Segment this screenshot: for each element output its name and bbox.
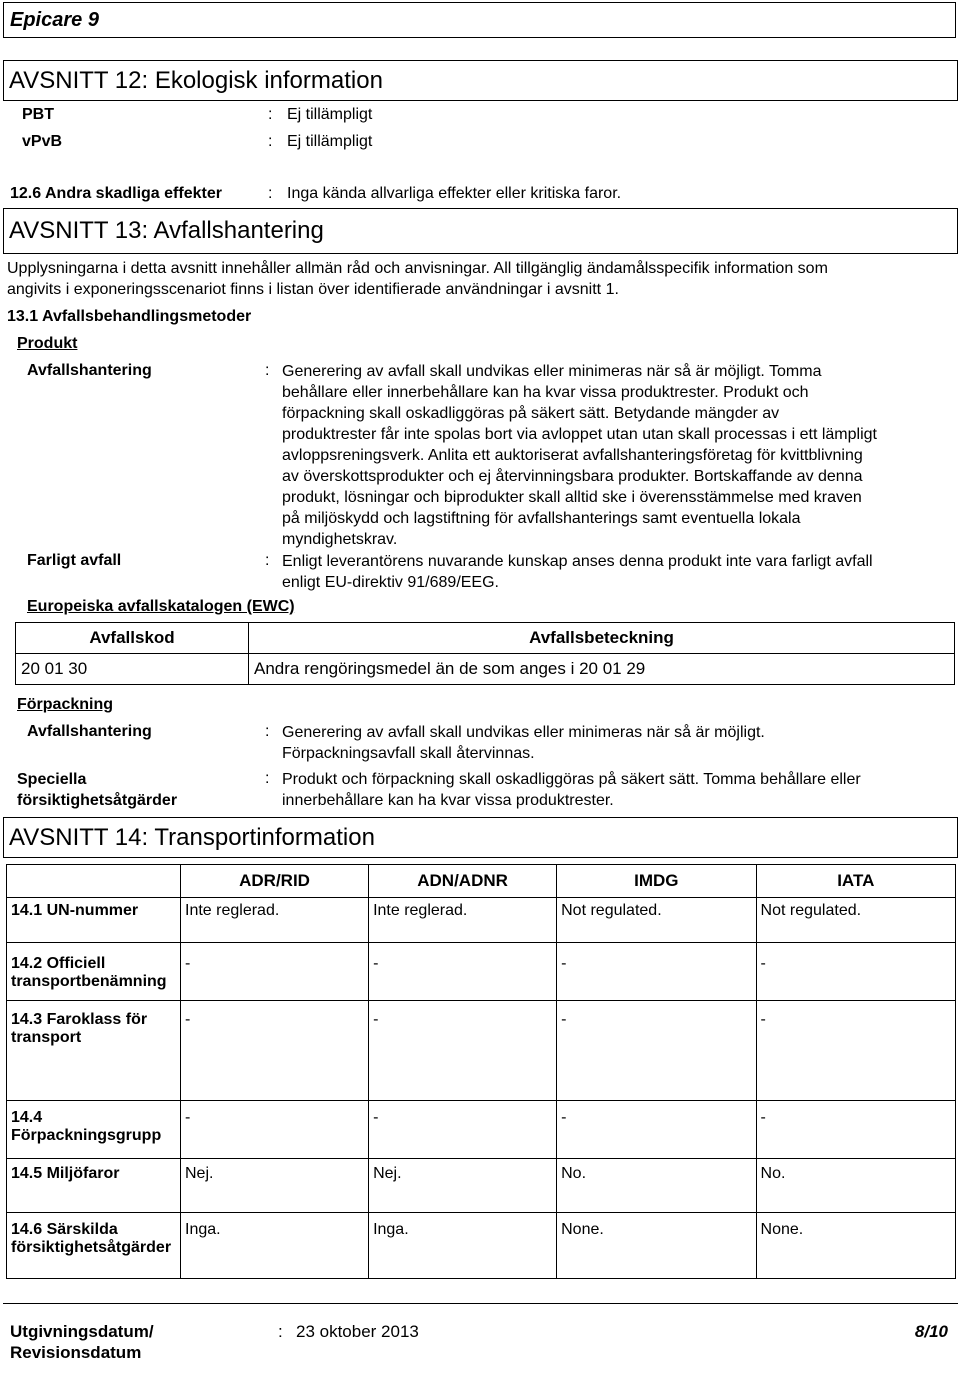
cell: None. <box>756 1213 955 1279</box>
col-imdg: IMDG <box>557 865 756 898</box>
row-label: 14.5 Miljöfaror <box>7 1159 181 1213</box>
text-line: förpackning skall oskadliggöras på säkert sätt. Betydande mängder av <box>282 405 780 422</box>
table-row <box>7 1101 956 1159</box>
hazardous-waste-colon: : <box>265 552 270 569</box>
col-adn: ADN/ADNR <box>369 865 557 898</box>
vpvb-label: vPvB <box>22 133 63 150</box>
text-line: av överskottsprodukter och ej återvinningsbara produkter. Bortskaffande av denna <box>282 468 863 485</box>
row-label: 14.6 Särskilda försiktighetsåtgärder <box>7 1213 181 1279</box>
footer-divider <box>3 1303 958 1304</box>
row-label: 14.2 Officiell transportbenämning <box>7 943 181 1001</box>
intro-line: angivits i exponeringsscenariot finns i listan över identifierade användningar i avsnitt 1. <box>7 281 619 298</box>
section-13-title: AVSNITT 13: Avfallshantering <box>9 217 324 244</box>
cell: - <box>369 1001 557 1101</box>
vpvb-colon: : <box>268 133 273 150</box>
cell: Inte reglerad. <box>369 898 557 943</box>
waste-handling-text <box>282 361 877 550</box>
row-label: 14.3 Faroklass för transport <box>7 1001 181 1101</box>
section-14-bar <box>3 817 958 858</box>
product-title: Epicare 9 <box>10 9 99 31</box>
label-line: försiktighetsåtgärder <box>17 792 178 809</box>
text-line: produkt, lösningar och biprodukter skall alltid ske i överensstämmelse med kraven <box>282 489 862 506</box>
packaging-waste-text <box>282 722 765 764</box>
special-precautions-text <box>282 769 861 811</box>
cell: No. <box>557 1159 756 1213</box>
cell: Not regulated. <box>756 898 955 943</box>
packaging-waste-label: Avfallshantering <box>27 723 152 740</box>
row-label: 14.1 UN-nummer <box>7 898 181 943</box>
packaging-heading: Förpackning <box>17 696 114 713</box>
section-14-title: AVSNITT 14: Transportinformation <box>9 823 375 851</box>
cell: - <box>369 943 557 1001</box>
cell: - <box>369 1101 557 1159</box>
cell: - <box>557 1101 756 1159</box>
table-row <box>7 898 956 943</box>
table-row <box>7 1213 956 1279</box>
cell: Not regulated. <box>557 898 756 943</box>
cell: No. <box>756 1159 955 1213</box>
pbt-colon: : <box>268 106 273 123</box>
special-precautions-colon: : <box>265 770 270 787</box>
other-effects-value: Inga kända allvarliga effekter eller kritiska faror. <box>287 185 622 202</box>
cell: - <box>181 943 369 1001</box>
ewc-col-code: Avfallskod <box>16 623 249 654</box>
footer-date-label <box>10 1321 154 1363</box>
product-heading: Produkt <box>17 335 78 352</box>
text-line: Förpackningsavfall skall återvinnas. <box>282 745 535 762</box>
cell: - <box>181 1001 369 1101</box>
hazardous-waste-text <box>282 551 873 593</box>
section-13-bar <box>3 208 958 254</box>
text-line: behållare eller innerbehållare kan ha kvar vissa produktrester. Produkt och <box>282 384 809 401</box>
product-header <box>3 2 956 38</box>
text-line: Generering av avfall skall undvikas eller minimeras när så är möjligt. <box>282 724 765 741</box>
text-line: myndighetskrav. <box>282 531 398 548</box>
cell: None. <box>557 1213 756 1279</box>
other-effects-label: 12.6 Andra skadliga effekter <box>10 185 222 202</box>
cell: - <box>181 1101 369 1159</box>
section-13-intro <box>7 258 828 300</box>
hazardous-waste-label: Farligt avfall <box>27 552 122 569</box>
table-header-row <box>7 865 956 898</box>
cell: - <box>756 1001 955 1101</box>
special-precautions-label <box>17 769 177 811</box>
text-line: Generering av avfall skall undvikas eller minimeras när så är möjligt. Tomma <box>282 363 822 380</box>
cell: Inga. <box>369 1213 557 1279</box>
text-line: enligt EU-direktiv 91/689/EEG. <box>282 574 499 591</box>
cell: Nej. <box>369 1159 557 1213</box>
text-line: Enligt leverantörens nuvarande kunskap anses denna produkt inte vara farligt avfall <box>282 553 873 570</box>
label-line: Speciella <box>17 771 87 788</box>
ewc-code: 20 01 30 <box>16 654 249 685</box>
col-adr: ADR/RID <box>181 865 369 898</box>
other-effects-colon: : <box>268 185 273 202</box>
cell: - <box>756 1101 955 1159</box>
text-line: på miljöskydd och lagstiftning för avfallshanterings samt eventuella lokala <box>282 510 801 527</box>
ewc-table <box>15 622 955 685</box>
corner-cell <box>7 865 181 898</box>
footer-colon: : <box>278 1322 283 1341</box>
transport-table <box>6 864 956 1279</box>
col-iata: IATA <box>756 865 955 898</box>
waste-handling-label: Avfallshantering <box>27 362 152 379</box>
text-line: avloppsreningsverk. Anlita ett auktoriserat avfallshanteringsföretag för kvittblivning <box>282 447 863 464</box>
cell: Inte reglerad. <box>181 898 369 943</box>
table-row <box>7 1001 956 1101</box>
ewc-col-desc: Avfallsbeteckning <box>249 623 955 654</box>
section-12-title: AVSNITT 12: Ekologisk information <box>9 66 383 94</box>
table-row <box>7 1159 956 1213</box>
pbt-label: PBT <box>22 106 54 123</box>
cell: - <box>557 943 756 1001</box>
table-row <box>16 654 955 685</box>
pbt-value: Ej tillämpligt <box>287 106 373 123</box>
table-header-row <box>16 623 955 654</box>
text-line: Produkt och förpackning skall oskadliggöras på säkert sätt. Tomma behållare eller <box>282 771 861 788</box>
vpvb-value: Ej tillämpligt <box>287 133 373 150</box>
table-row <box>7 943 956 1001</box>
intro-line: Upplysningarna i detta avsnitt innehåller allmän råd och anvisningar. All tillgänglig ändamålsspecifik information som <box>7 260 828 277</box>
text-line: produktrester får inte spolas bort via avloppet utan utan skall processas i ett lämpligt <box>282 426 877 443</box>
cell: Inga. <box>181 1213 369 1279</box>
cell: - <box>756 943 955 1001</box>
ewc-desc: Andra rengöringsmedel än de som anges i 20 01 29 <box>249 654 955 685</box>
label-line: Utgivningsdatum/ <box>10 1322 154 1341</box>
footer-date: 23 oktober 2013 <box>296 1322 419 1341</box>
text-line: innerbehållare kan ha kvar vissa produktrester. <box>282 792 614 809</box>
cell: Nej. <box>181 1159 369 1213</box>
label-line: Revisionsdatum <box>10 1343 142 1362</box>
packaging-waste-colon: : <box>265 723 270 740</box>
ewc-heading: Europeiska avfallskatalogen (EWC) <box>27 598 295 615</box>
cell: - <box>557 1001 756 1101</box>
page-number: 8/10 <box>914 1322 948 1341</box>
waste-handling-colon: : <box>265 362 270 379</box>
row-label: 14.4 Förpackningsgrupp <box>7 1101 181 1159</box>
section-12-bar <box>3 60 958 101</box>
waste-methods-title: 13.1 Avfallsbehandlingsmetoder <box>7 308 252 325</box>
